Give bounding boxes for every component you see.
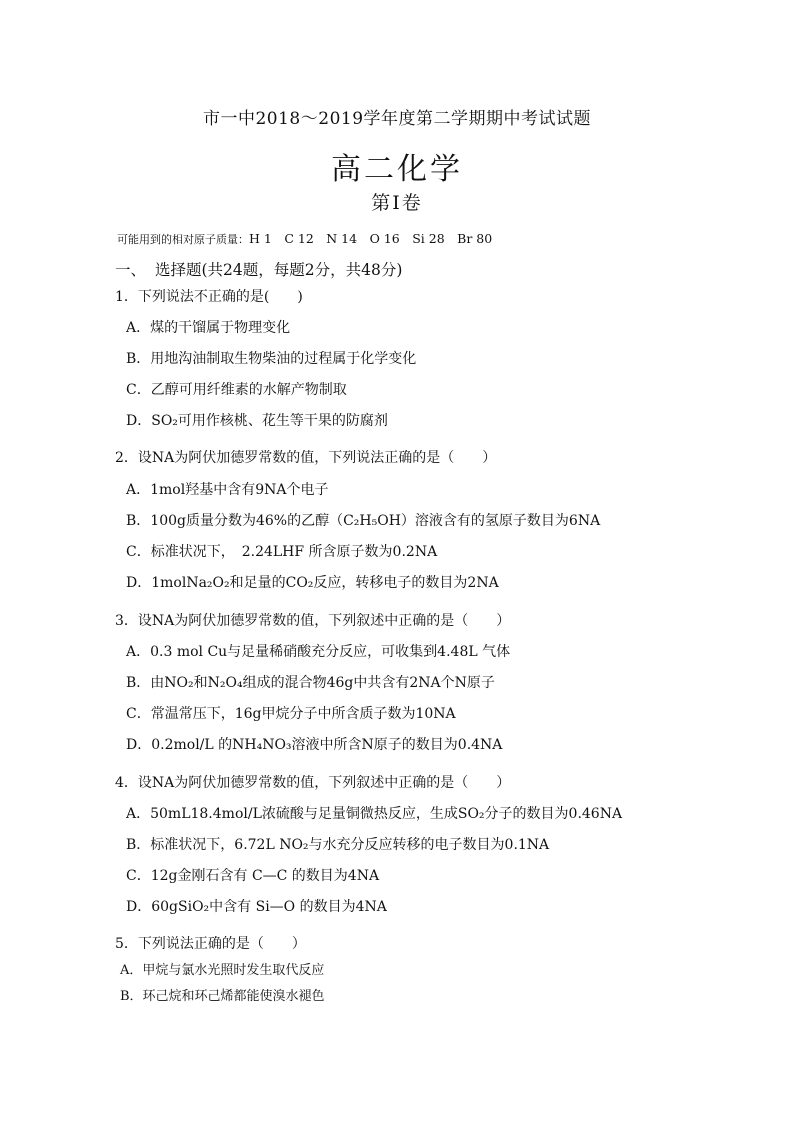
- option: D．60gSiO₂中含有 Si—O 的数目为4NA: [126, 899, 387, 915]
- option: B．环己烷和环己烯都能使溴水褪色: [120, 989, 325, 1004]
- atomic-mass-line: [117, 229, 492, 247]
- option: D．0.2mol/L 的NH₄NO₃溶液中所含N原子的数目为0.4NA: [126, 737, 503, 753]
- option: B．由NO₂和N₂O₄组成的混合物46g中共含有2NA个N原子: [126, 675, 495, 691]
- option: C．12g金刚石含有 C—C 的数目为4NA: [126, 868, 380, 884]
- option: C．标准状况下， 2.24LHF 所含原子数为0.2NA: [126, 544, 438, 560]
- option: A．50mL18.4mol/L浓硫酸与足量铜微热反应，生成SO₂分子的数目为0.46NA: [126, 806, 623, 822]
- option: C．乙醇可用纤维素的水解产物制取: [126, 382, 347, 398]
- option: B．标准状况下，6.72L NO₂与水充分反应转移的电子数目为0.1NA: [126, 837, 550, 853]
- section-number: 一、: [115, 261, 147, 279]
- option: A．1mol羟基中含有9NA个电子: [126, 482, 329, 498]
- section-title: 选择题(共24题，每题2分，共48分): [155, 261, 403, 279]
- question-stem: 1．下列说法不正确的是( ): [115, 289, 303, 305]
- question-stem: 3．设NA为阿伏加德罗常数的值，下列叙述中正确的是（ ）: [115, 613, 511, 629]
- option: C．常温常压下，16g甲烷分子中所含质子数为10NA: [126, 706, 456, 722]
- question-stem: 5．下列说法正确的是（ ）: [115, 936, 306, 952]
- question-stem: 4．设NA为阿伏加德罗常数的值，下列叙述中正确的是（ ）: [115, 775, 511, 791]
- option: B．用地沟油制取生物柴油的过程属于化学变化: [126, 351, 417, 367]
- section-heading: [115, 258, 402, 280]
- volume-title: 第Ⅰ卷: [371, 192, 423, 214]
- subject-title: 高二化学: [331, 152, 463, 187]
- option: D．1molNa₂O₂和足量的CO₂反应，转移电子的数目为2NA: [126, 575, 499, 591]
- atomic-mass-label: 可能用到的相对原子质量：: [117, 233, 249, 246]
- option: A．煤的干馏属于物理变化: [126, 320, 291, 336]
- option: D．SO₂可用作核桃、花生等干果的防腐剂: [126, 413, 388, 429]
- option: A．甲烷与氯水光照时发生取代反应: [120, 963, 325, 978]
- option: B．100g质量分数为46%的乙醇（C₂H₅OH）溶液含有的氢原子数目为6NA: [126, 513, 601, 529]
- school-exam-title: 市一中2018～2019学年度第二学期期中考试试题: [202, 109, 592, 129]
- atomic-mass-values: H 1 C 12 N 14 O 16 Si 28 Br 80: [249, 231, 493, 246]
- question-stem: 2．设NA为阿伏加德罗常数的值，下列说法正确的是（ ）: [115, 450, 497, 466]
- option: A．0.3 mol Cu与足量稀硝酸充分反应，可收集到4.48L 气体: [126, 644, 511, 660]
